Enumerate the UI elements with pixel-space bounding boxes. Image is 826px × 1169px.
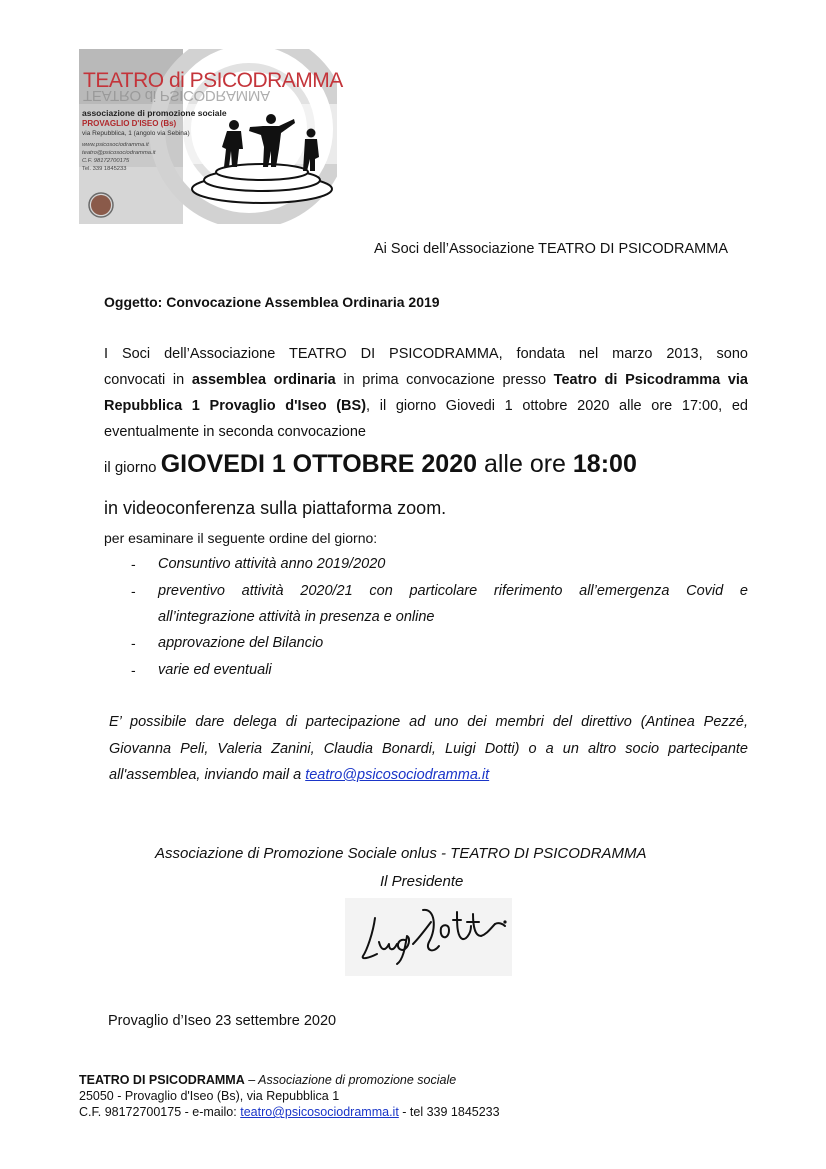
logo-location: PROVAGLIO D'ISEO (Bs) bbox=[82, 119, 177, 128]
date-connector: alle ore bbox=[477, 450, 573, 478]
footer-line-3 bbox=[79, 1105, 500, 1119]
body-text: in prima convocazione presso bbox=[335, 372, 554, 388]
body-text: convocati in bbox=[104, 372, 192, 388]
association-logo bbox=[79, 49, 343, 224]
subject-line: Oggetto: Convocazione Assemblea Ordinaria 2019 bbox=[104, 294, 440, 310]
body-text: , il giorno Giovedi 1 ottobre 2020 alle ore 17:00, ed bbox=[366, 398, 748, 414]
videoconference-line: in videoconferenza sulla piattaforma zoom. bbox=[104, 498, 447, 518]
handwritten-signature bbox=[345, 898, 512, 976]
body-bold-text: Repubblica 1 Provaglio d'Iseo (BS) bbox=[104, 398, 367, 414]
logo-email: teatro@psicosociodramma.it bbox=[82, 150, 156, 156]
body-bold-text: Teatro di Psicodramma via bbox=[553, 372, 748, 388]
footer-org-name: TEATRO DI PSICODRAMMA bbox=[79, 1073, 245, 1087]
agenda-item-2-line-1: preventivo attività 2020/21 con particolare riferimento all’emergenza Covid e bbox=[158, 583, 748, 599]
logo-cf: C.F. 98172700175 bbox=[82, 158, 130, 164]
delegation-line-3 bbox=[109, 767, 748, 783]
president-title: Il Presidente bbox=[380, 873, 464, 890]
delegation-line-2: Giovanna Peli, Valeria Zanini, Claudia Bonardi, Luigi Dotti) o a un altro socio partecipante bbox=[109, 741, 748, 757]
footer-cf: C.F. 98172700175 - e-mailo: bbox=[79, 1105, 241, 1119]
agenda-bullet: - bbox=[131, 556, 136, 572]
meeting-time: 18:00 bbox=[572, 450, 637, 478]
footer-org-desc: – Associazione di promozione sociale bbox=[244, 1073, 457, 1087]
body-line-3 bbox=[104, 397, 748, 415]
meeting-date: GIOVEDI 1 OTTOBRE 2020 bbox=[160, 450, 478, 478]
delegation-email-link[interactable]: teatro@psicosociodramma.it bbox=[305, 767, 490, 783]
logo-subtitle: associazione di promozione sociale bbox=[82, 108, 227, 118]
logo-website: www.psicosociodramma.it bbox=[82, 142, 149, 148]
agenda-bullet: - bbox=[131, 635, 136, 651]
meeting-date-line bbox=[104, 450, 637, 479]
body-line-2 bbox=[104, 371, 748, 389]
logo-title-reflection: TEATRO di PSICODRAMMA bbox=[83, 87, 270, 104]
footer-address: 25050 - Provaglio d'Iseo (Bs), via Repubblica 1 bbox=[79, 1089, 340, 1103]
agenda-intro: per esaminare il seguente ordine del giorno: bbox=[104, 530, 378, 546]
agenda-bullet: - bbox=[131, 662, 136, 678]
date-prefix: il giorno bbox=[104, 459, 161, 476]
footer-line-1 bbox=[79, 1073, 456, 1087]
footer-phone: - tel 339 1845233 bbox=[398, 1105, 500, 1119]
body-line-4: eventualmente in seconda convocazione bbox=[104, 424, 366, 440]
logo-phone: Tel. 339 1845233 bbox=[82, 166, 127, 172]
place-and-date: Provaglio d’Iseo 23 settembre 2020 bbox=[108, 1013, 337, 1029]
logo-title: TEATRO di PSICODRAMMA bbox=[83, 69, 343, 92]
agenda-item-2-line-2: all’integrazione attività in presenza e online bbox=[158, 609, 435, 625]
association-signature-line: Associazione di Promozione Sociale onlus - TEATRO DI PSICODRAMMA bbox=[155, 845, 647, 862]
agenda-item-4: varie ed eventuali bbox=[158, 662, 272, 678]
delegation-line-1: E’ possibile dare delega di partecipazione ad uno dei membri del direttivo (Antinea Pezzé, bbox=[109, 714, 748, 730]
agenda-item-3: approvazione del Bilancio bbox=[158, 635, 324, 651]
body-line-1: I Soci dell’Associazione TEATRO DI PSICODRAMMA, fondata nel marzo 2013, sono bbox=[104, 346, 748, 362]
agenda-item-1: Consuntivo attività anno 2019/2020 bbox=[158, 556, 386, 572]
agenda-bullet: - bbox=[131, 583, 136, 599]
footer-email-link[interactable]: teatro@psicosociodramma.it bbox=[240, 1105, 399, 1119]
logo-address: via Repubblica, 1 (angolo via Sebina) bbox=[82, 130, 190, 137]
delegation-text: all'assemblea, inviando mail a bbox=[109, 767, 306, 783]
recipient-line: Ai Soci dell’Associazione TEATRO DI PSICODRAMMA bbox=[374, 241, 729, 257]
body-bold-text: assemblea ordinaria bbox=[191, 372, 336, 388]
